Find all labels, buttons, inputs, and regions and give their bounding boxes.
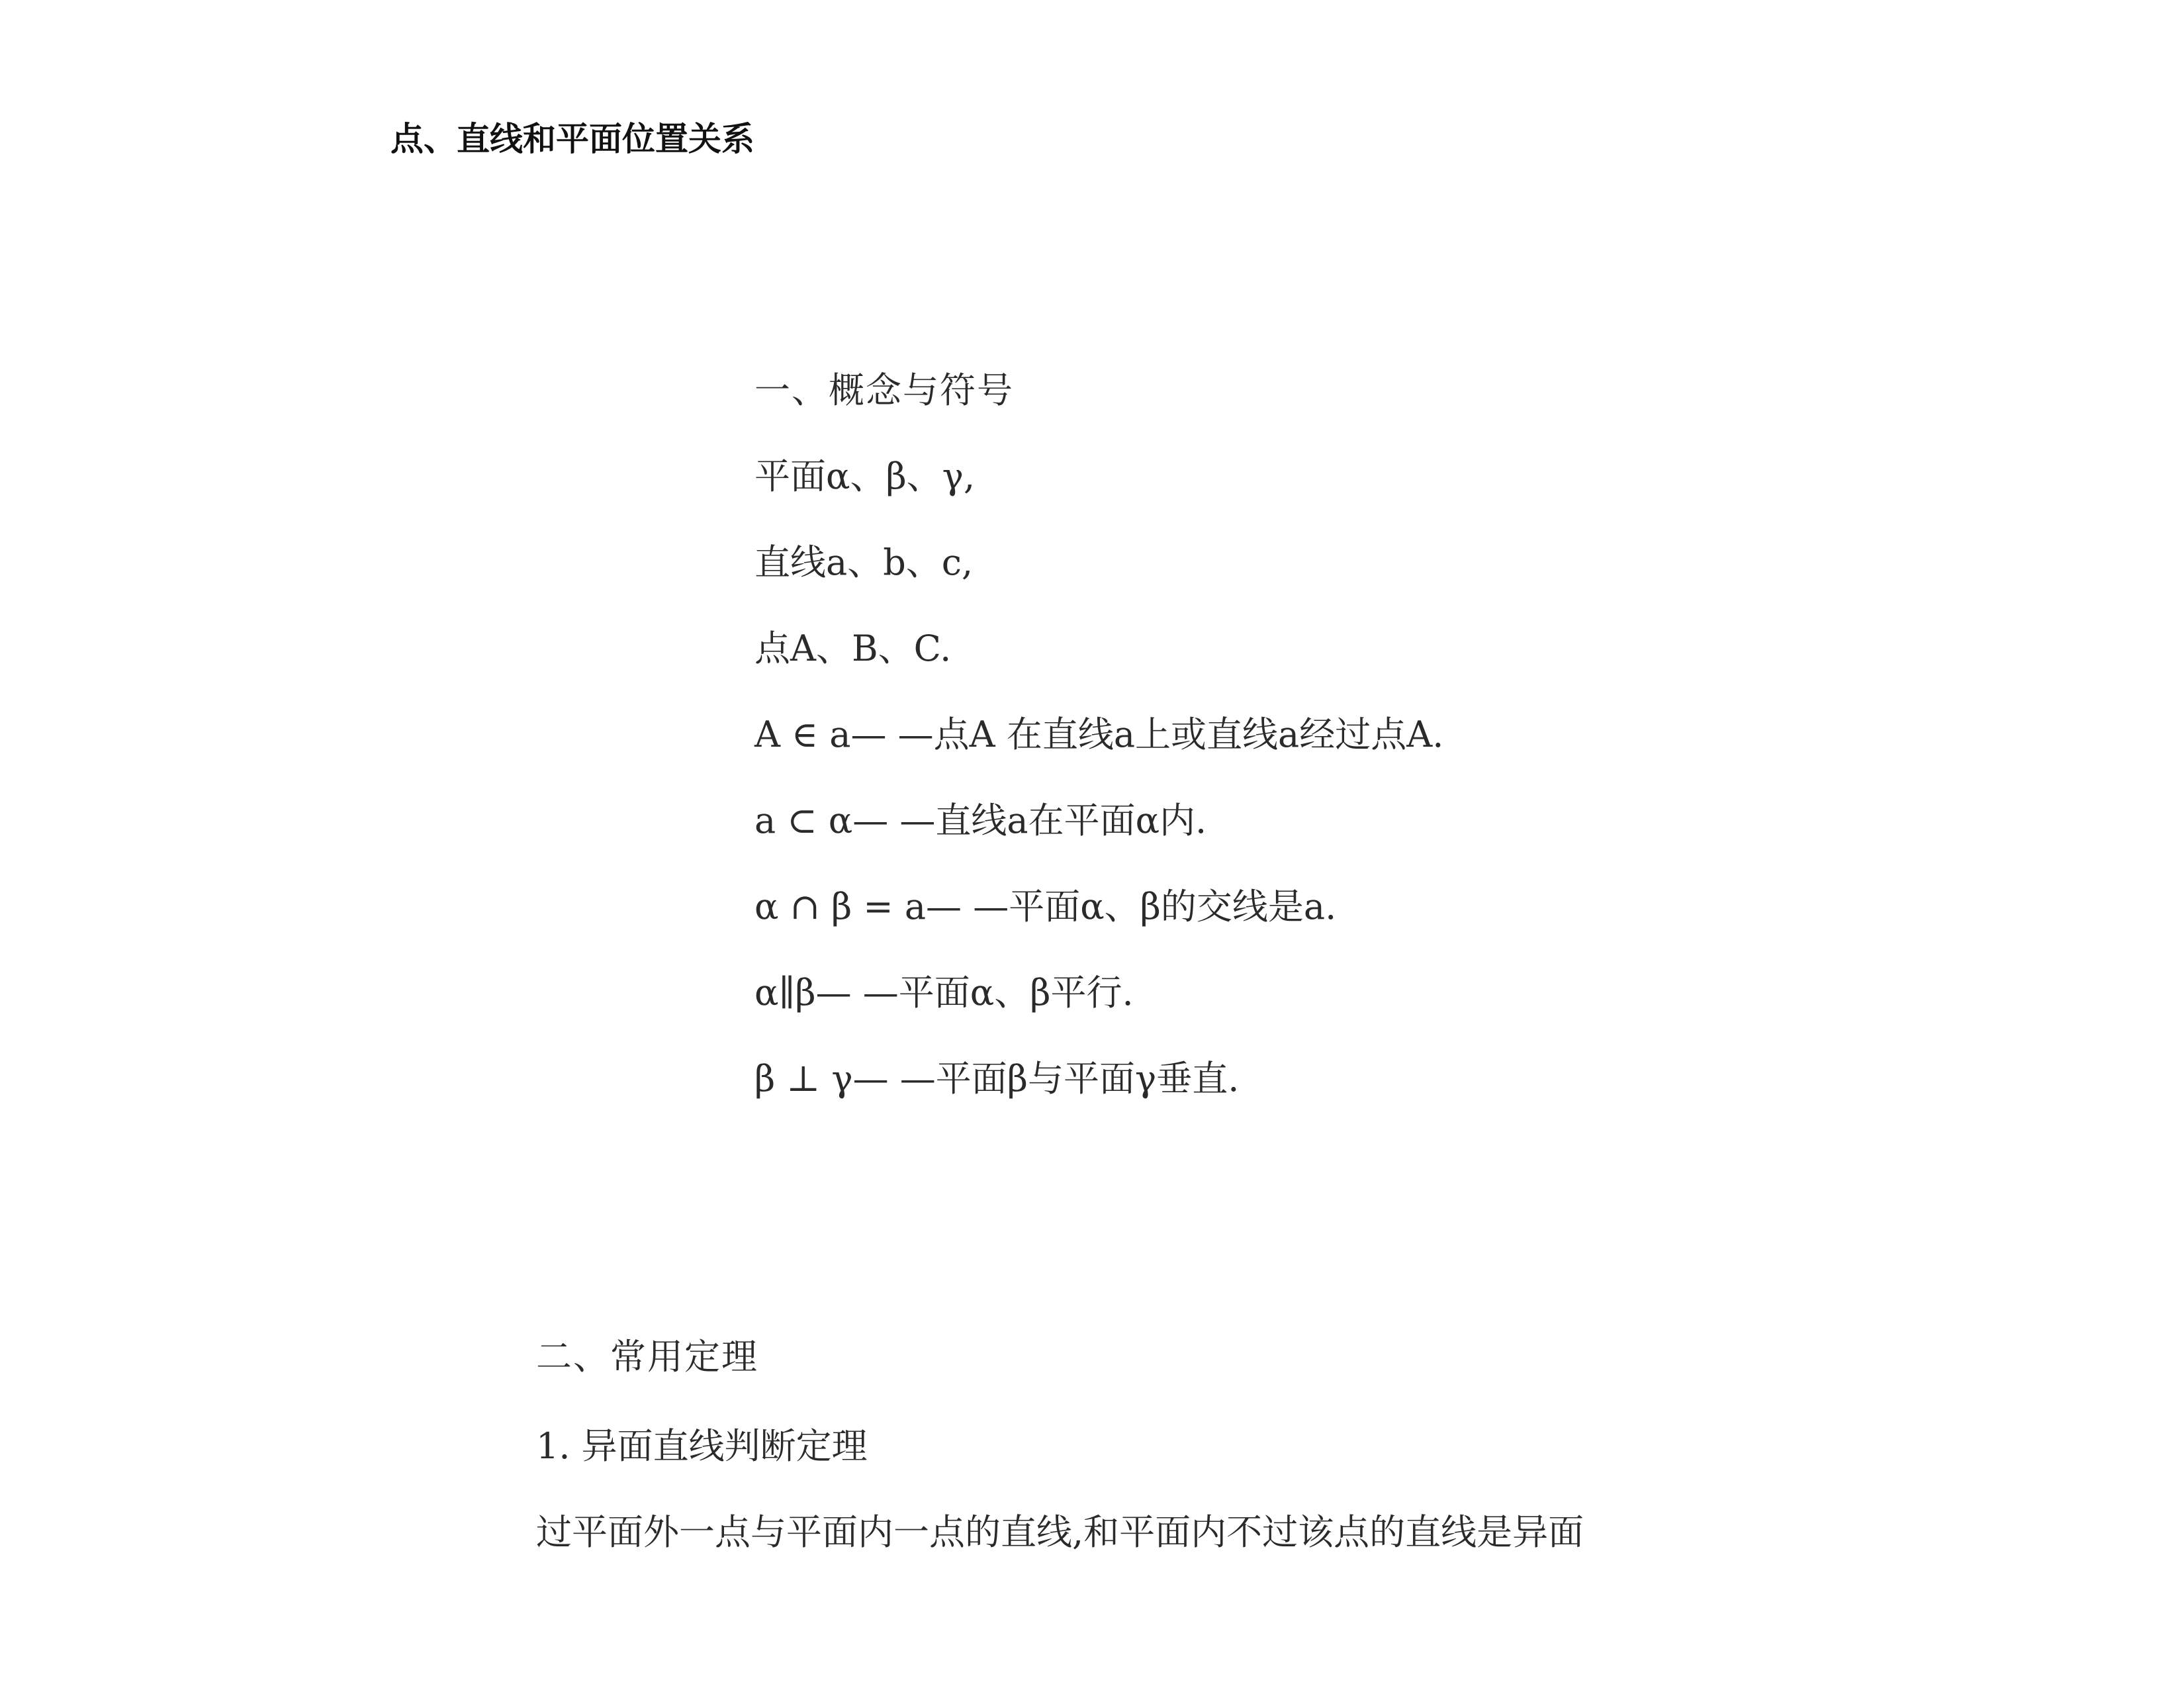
theorem-subheading: 1. 异面直线判断定理 (536, 1425, 868, 1467)
definition-line-perpendicular-planes: β ⊥ γ— —平面β与平面γ垂直. (754, 1058, 1240, 1100)
concepts-symbols-block (741, 348, 1476, 1122)
definition-line-line-in-plane: a ⊂ α— —直线a在平面α内. (754, 800, 1207, 841)
definition-line-point-on-line: A ∈ a— —点A 在直线a上或直线a经过点A. (754, 714, 1444, 755)
common-theorems-block (523, 1314, 1714, 1575)
definition-line-parallel-planes: α∥β— —平面α、β平行. (754, 972, 1134, 1013)
definition-line-planes: 平面α、β、γ, (754, 455, 976, 497)
section-heading-theorems: 二、常用定理 (536, 1336, 758, 1378)
definition-line-plane-intersection: α ∩ β = a— —平面α、β的交线是a. (754, 886, 1337, 927)
definition-line-points: 点A、B、C. (754, 628, 952, 669)
document-title: 点、直线和平面位置关系 (390, 120, 754, 158)
theorem-text: 过平面外一点与平面内一点的直线,和平面内不过该点的直线是异面 (536, 1511, 1584, 1553)
section-heading-concepts: 一、概念与符号 (754, 369, 1014, 411)
definition-line-lines: 直线a、b、c, (754, 541, 974, 583)
